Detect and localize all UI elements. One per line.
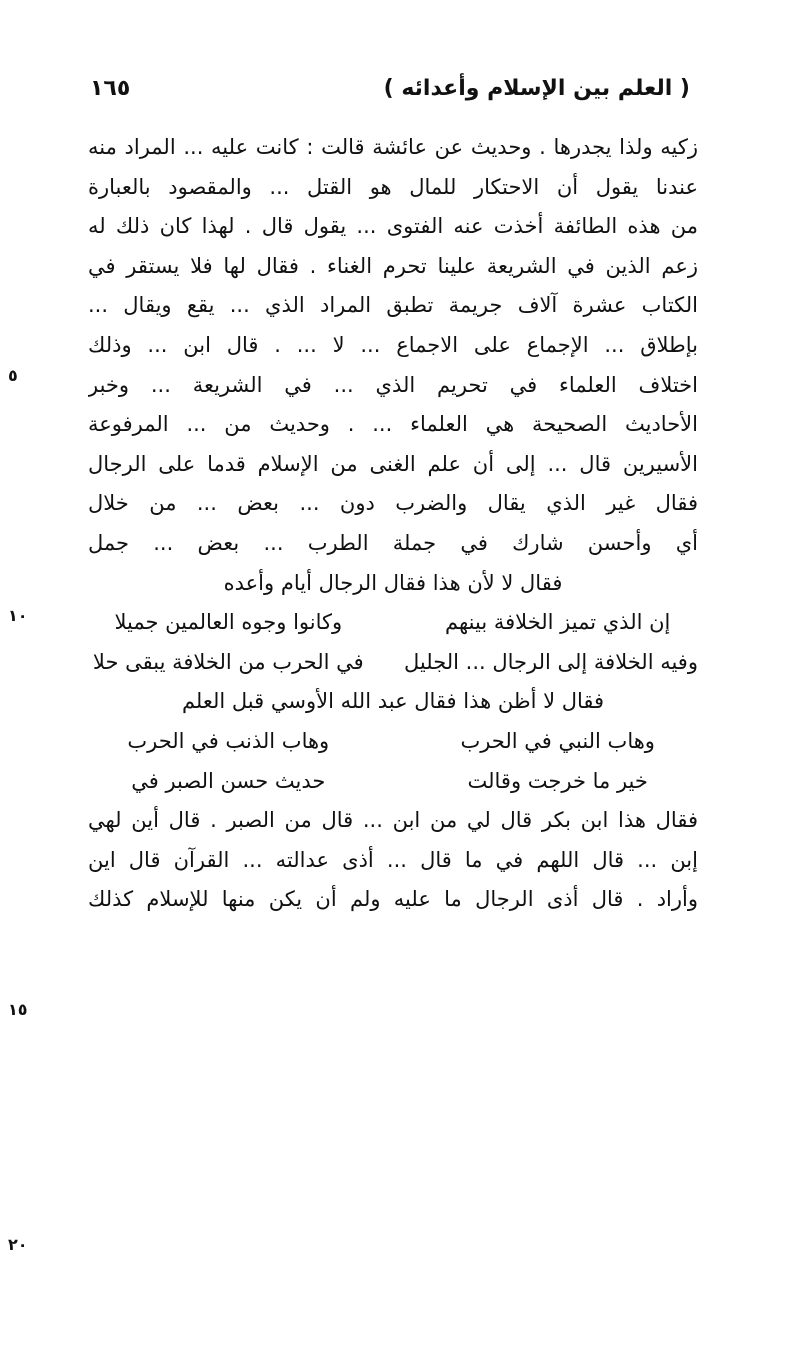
- hemistich-right: خير ما خرجت وقالت: [467, 768, 648, 793]
- poem-line: [88, 682, 698, 722]
- poem-verse: [88, 603, 698, 643]
- text-line: الأسيرين قال ... إلى أن علم الغنى من الإسلام قدما على الرجال: [88, 451, 698, 476]
- line-number-marker: ٢٠: [8, 1235, 28, 1254]
- poem-line: [88, 564, 698, 604]
- text-line: زعم الذين في الشريعة علينا تحرم الغناء . فقال لها فلا يستقر في: [88, 253, 698, 278]
- text-line: زكيه ولذا يجدرها . وحديث عن عائشة قالت : كانت عليه ... المراد منه: [88, 135, 698, 159]
- poem-line-text: فقال لا لأن هذا فقال الرجال أيام وأعده: [223, 570, 563, 595]
- hemistich-right: وهاب النبي في الحرب: [460, 728, 655, 753]
- text-line: الكتاب عشرة آلاف جريمة تطبق المراد الذي ... يقع ويقال ...: [88, 293, 698, 318]
- poem-line-text: فقال لا أظن هذا فقال عبد الله الأوسي قبل العلم: [181, 689, 605, 714]
- poem-verse: [88, 762, 698, 802]
- hemistich-right: وفيه الخلافة إلى الرجال ... الجليل: [404, 649, 698, 674]
- text-line: وأراد . قال أذى الرجال ما عليه ولم أن يكن منها للإسلام كذلك: [88, 887, 698, 912]
- text-line: الأحاديث الصحيحة هي العلماء ... . وحديث من ... المرفوعة: [88, 412, 698, 437]
- hemistich-left: في الحرب من الخلافة يبقى حلا: [92, 649, 364, 674]
- hemistich-left: حديث حسن الصبر في: [131, 768, 326, 793]
- poem-verse: [88, 722, 698, 762]
- hemistich-right: إن الذي تميز الخلافة بينهم: [445, 610, 671, 635]
- line-number-marker: ١٠: [8, 606, 28, 625]
- text-line: فقال غير الذي يقال والضرب دون ... بعض ... من خلال: [88, 491, 698, 516]
- page-header: [90, 76, 690, 116]
- running-title: ( العلم بين الإسلام وأعدائه ): [383, 76, 690, 101]
- text-line: عندنا يقول أن الاحتكار للمال هو القتل ... والمقصود بالعبارة: [88, 174, 698, 199]
- text-line: اختلاف العلماء في تحريم الذي ... في الشريعة ... وخبر: [88, 372, 698, 397]
- text-line: فقال هذا ابن بكر قال لي من ابن ... قال من الصبر . قال أين لهي: [88, 808, 698, 833]
- text-line: بإطلاق ... الإجماع على الاجماع ... لا ... . قال ابن ... وذلك: [88, 332, 698, 357]
- hemistich-left: وهاب الذنب في الحرب: [127, 728, 330, 753]
- body-text: [88, 128, 698, 920]
- poem-verse: [88, 643, 698, 683]
- line-number-marker: ٥: [8, 366, 18, 385]
- text-line: من هذه الطائفة أخذت عنه الفتوى ... يقول قال . لهذا كان ذلك له: [88, 214, 698, 239]
- page-number: ١٦٥: [90, 76, 131, 101]
- text-line: أي وأحسن شارك في جملة الطرب ... بعض ... جمل: [88, 530, 698, 555]
- hemistich-left: وكانوا وجوه العالمين جميلا: [114, 610, 343, 635]
- text-line: إبن ... قال اللهم في ما قال ... أذى عدالته ... القرآن قال اين: [88, 847, 698, 872]
- line-number-marker: ١٥: [8, 1000, 28, 1019]
